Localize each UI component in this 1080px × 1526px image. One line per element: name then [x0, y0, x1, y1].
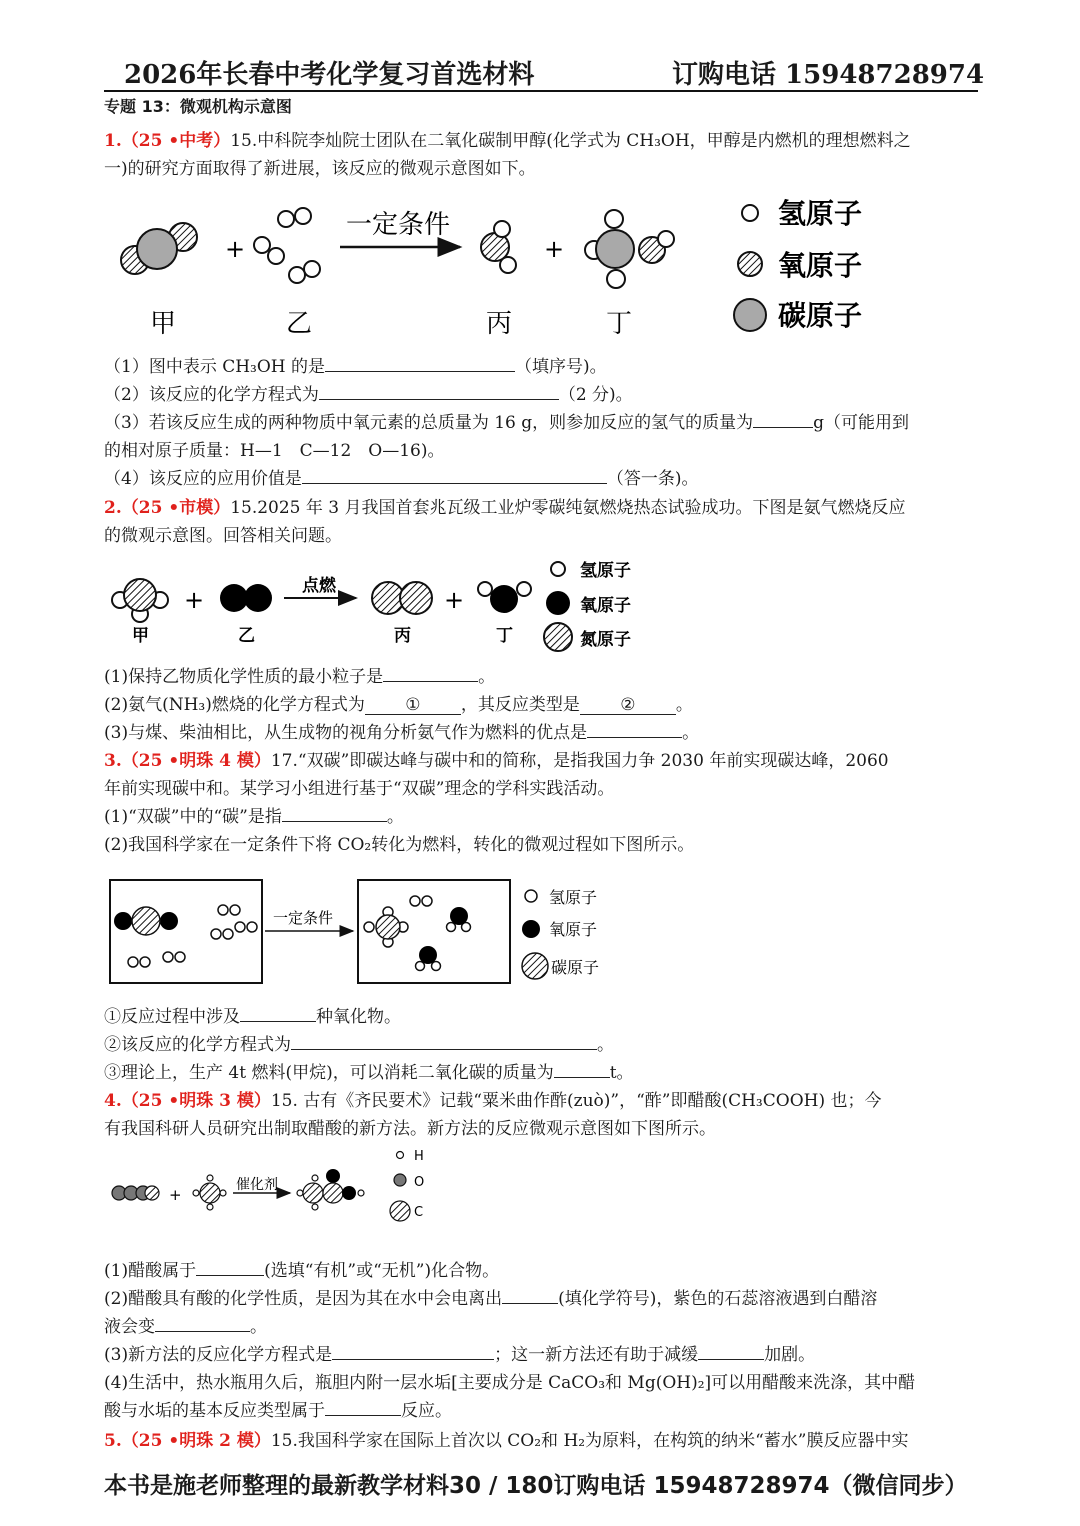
- q1-sub4: （4）该反应的应用价值是 （答一条)。: [104, 465, 698, 493]
- q1-legend-o-icon: [738, 252, 762, 276]
- q4-blank6[interactable]: [325, 1397, 401, 1416]
- q2-blank3[interactable]: ②: [580, 696, 676, 715]
- q3-molecule-co2: [114, 907, 178, 935]
- q1-label-yi: 乙: [286, 309, 313, 339]
- q3-blank4[interactable]: [554, 1059, 610, 1078]
- q4-blank3[interactable]: [155, 1313, 250, 1332]
- q2-legend-n: 氮原子: [580, 630, 631, 650]
- q3-molecule-h2o-1: [447, 907, 471, 932]
- q4-legend-h: H: [414, 1149, 424, 1164]
- q1-sub1: （1）图中表示 CH₃OH 的是 （填序号)。: [104, 353, 607, 381]
- q1-legend-h-icon: [742, 205, 758, 221]
- q1-molecule-ding: [585, 210, 674, 288]
- q1-plus-2: +: [544, 235, 565, 263]
- q4-line2: 有我国科研人员研究出制取醋酸的新方法。新方法的反应微观示意图如下图所示。: [104, 1119, 716, 1139]
- q3-line1: 3.（25 •明珠 4 模）17.“双碳”即碳达峰与碳中和的简称，是指我国力争 2030 年前实现碳达峰，2060: [104, 751, 889, 771]
- q2-label-bing: 丙: [394, 626, 411, 646]
- q3-item3: ③理论上，生产 4t 燃料(甲烷)，可以消耗二氧化碳的质量为 t。: [104, 1059, 634, 1087]
- q1-reaction-diagram: [100, 195, 880, 345]
- q4-legend-o-icon: [394, 1174, 406, 1186]
- q4-legend-o: O: [414, 1175, 425, 1190]
- q1-label-ding: 丁: [606, 309, 633, 339]
- q2-tag: 2.（25 •市模）: [104, 498, 231, 518]
- q4-molecule-ch4: [112, 1186, 159, 1200]
- q1-blank1[interactable]: [325, 353, 515, 372]
- q4-sub2-cont: 液会变 。: [104, 1313, 267, 1341]
- q3-blank1[interactable]: [282, 803, 387, 822]
- q4-sub4-cont: 酸与水垢的基本反应类型属于 反应。: [104, 1397, 452, 1425]
- q1-legend-o: 氧原子: [778, 249, 863, 282]
- q1-blank2[interactable]: [319, 381, 559, 400]
- q3-molecule-h2o-2: [416, 946, 441, 971]
- q3-blank2[interactable]: [240, 1003, 316, 1022]
- q2-blank1[interactable]: [383, 663, 478, 682]
- header-title: 2026年长春中考化学复习首选材料: [124, 60, 535, 90]
- q3-blank3[interactable]: [291, 1031, 597, 1050]
- q3-legend-h-icon: [525, 890, 537, 902]
- q3-legend-o: 氧原子: [549, 920, 598, 939]
- q4-legend-h-icon: [397, 1152, 404, 1159]
- q4-plus-1: +: [169, 1186, 182, 1204]
- q4-sub3: (3)新方法的反应化学方程式是 ；这一新方法还有助于减缓 加剧。: [104, 1341, 815, 1369]
- q2-molecule-jia: [112, 579, 168, 622]
- q2-molecule-ding: [478, 582, 531, 613]
- q1-label-bing: 丙: [486, 309, 513, 339]
- q1-blank3[interactable]: [753, 409, 813, 428]
- q3-sub2: (2)我国科学家在一定条件下将 CO₂转化为燃料，转化的微观过程如下图所示。: [104, 835, 695, 855]
- q4-sub4: (4)生活中，热水瓶用久后，瓶胆内附一层水垢[主要成分是 CaCO₃和 Mg(OH)₂]可以用醋酸来洗涤，其中醋: [104, 1373, 916, 1393]
- topic-title: 专题 13：微观机构示意图: [104, 97, 292, 116]
- q2-blank4[interactable]: [587, 719, 682, 738]
- q4-sub1: (1)醋酸属于 (选填“有机”或“无机”)化合物。: [104, 1257, 499, 1285]
- q4-blank4[interactable]: [332, 1341, 494, 1360]
- q1-blank4[interactable]: [302, 465, 607, 484]
- q2-sub1: (1)保持乙物质化学性质的最小粒子是 。: [104, 663, 495, 691]
- q3-legend-o-icon: [522, 920, 540, 938]
- q3-legend-c-icon: [522, 953, 548, 979]
- q4-tag: 4.（25 •明珠 3 模）: [104, 1091, 271, 1111]
- q1-legend-c: 碳原子: [778, 299, 863, 332]
- q2-legend-n-icon: [544, 623, 572, 651]
- q2-blank2[interactable]: ①: [365, 696, 461, 715]
- q3-molecule-ch4: [364, 907, 408, 947]
- footer-text: 本书是施老师整理的最新教学材料30 / 180订购电话 15948728974（微信同步）: [104, 1473, 968, 1499]
- q2-legend-h-icon: [551, 562, 565, 576]
- q2-line2: 的微观示意图。回答相关问题。: [104, 526, 342, 546]
- q4-arrow-label: 催化剂: [236, 1177, 278, 1193]
- q4-reaction-diagram: [105, 1145, 445, 1230]
- q1-line2: 一)的研究方面取得了新进展，该反应的微观示意图如下。: [104, 159, 536, 179]
- q3-arrow-label: 一定条件: [273, 909, 334, 927]
- q4-blank1[interactable]: [196, 1257, 264, 1276]
- q2-legend-h: 氢原子: [580, 561, 631, 581]
- q1-line1: 1.（25 •中考）15.中科院李灿院士团队在二氧化碳制甲醇(化学式为 CH₃OH，甲醇是内燃机的理想燃料之: [104, 131, 911, 151]
- q2-reaction-diagram: [100, 553, 660, 653]
- q1-arrow-label: 一定条件: [346, 210, 451, 240]
- q3-reaction-diagram: [105, 875, 625, 990]
- q4-blank5[interactable]: [698, 1341, 764, 1360]
- q4-blank2[interactable]: [502, 1285, 558, 1304]
- q2-sub2: (2)氨气(NH₃)燃烧的化学方程式为 ① ，其反应类型是 ② 。: [104, 695, 693, 715]
- q1-sub2: （2）该反应的化学方程式为 （2 分)。: [104, 381, 633, 409]
- q2-molecule-yi: [220, 584, 272, 612]
- q2-label-jia: 甲: [132, 626, 149, 646]
- header-phone: 订购电话 15948728974: [672, 60, 985, 90]
- q2-plus-2: +: [444, 586, 465, 614]
- q3-sub1: (1)“双碳”中的“碳”是指 。: [104, 803, 404, 831]
- q2-plus-1: +: [184, 586, 205, 614]
- q1-sub3: （3）若该反应生成的两种物质中氧元素的总质量为 16 g，则参加反应的氢气的质量为 g（可能用到: [104, 409, 909, 437]
- q2-arrow-label: 点燃: [302, 576, 336, 596]
- q5-line1: 5.（25 •明珠 2 模）15.我国科学家在国际上首次以 CO₂和 H₂为原料，在构筑的纳米“蓄水”膜反应器中实: [104, 1431, 909, 1451]
- q1-legend-h: 氢原子: [778, 197, 863, 230]
- q4-sub2: (2)醋酸具有酸的化学性质，是因为其在水中会电离出 (填化学符号)，紫色的石蕊溶液遇到白醋溶: [104, 1285, 877, 1313]
- q2-label-yi: 乙: [238, 626, 255, 646]
- q1-plus-1: +: [225, 235, 246, 263]
- q2-legend-o-icon: [546, 591, 570, 615]
- q3-molecule-h2-left: [410, 896, 432, 906]
- q4-line1: 4.（25 •明珠 3 模）15. 古有《齐民要术》记载“粟米曲作酢(zuò)”，“酢”即醋酸(CH₃COOH) 也；今: [104, 1091, 882, 1111]
- q2-label-ding: 丁: [496, 626, 513, 646]
- q3-tag: 3.（25 •明珠 4 模）: [104, 751, 271, 771]
- q4-molecule-co2: [193, 1175, 226, 1210]
- q1-molecule-bing: [481, 221, 516, 273]
- q4-legend-c-icon: [390, 1201, 410, 1221]
- header-rule: [104, 90, 978, 92]
- q1-tag: 1.（25 •中考）: [104, 131, 231, 151]
- q3-item2: ②该反应的化学方程式为 。: [104, 1031, 614, 1059]
- q2-sub3: (3)与煤、柴油相比，从生成物的视角分析氨气作为燃料的优点是 。: [104, 719, 699, 747]
- q2-legend-o: 氧原子: [580, 596, 631, 616]
- q1-legend-c-icon: [734, 299, 766, 331]
- q3-legend-h: 氢原子: [549, 888, 598, 907]
- q3-item1: ①反应过程中涉及 种氧化物。: [104, 1003, 401, 1031]
- q2-molecule-bing: [372, 582, 432, 614]
- q4-molecule-product: [297, 1169, 364, 1210]
- q4-legend-c: C: [414, 1205, 424, 1220]
- q2-line1: 2.（25 •市模）15.2025 年 3 月我国首套兆瓦级工业炉零碳纯氨燃烧热态试验成功。下图是氨气燃烧反应: [104, 498, 906, 518]
- q3-line2: 年前实现碳中和。某学习小组进行基于“双碳”理念的学科实践活动。: [104, 779, 615, 799]
- q3-legend-c: 碳原子: [551, 958, 600, 977]
- q1-label-jia: 甲: [150, 309, 177, 339]
- q1-molecule-yi: [254, 208, 320, 283]
- q1-sub3-cont: 的相对原子质量：H—1 C—12 O—16)。: [104, 441, 445, 461]
- q1-molecule-jia: [121, 223, 197, 274]
- q5-tag: 5.（25 •明珠 2 模）: [104, 1431, 271, 1451]
